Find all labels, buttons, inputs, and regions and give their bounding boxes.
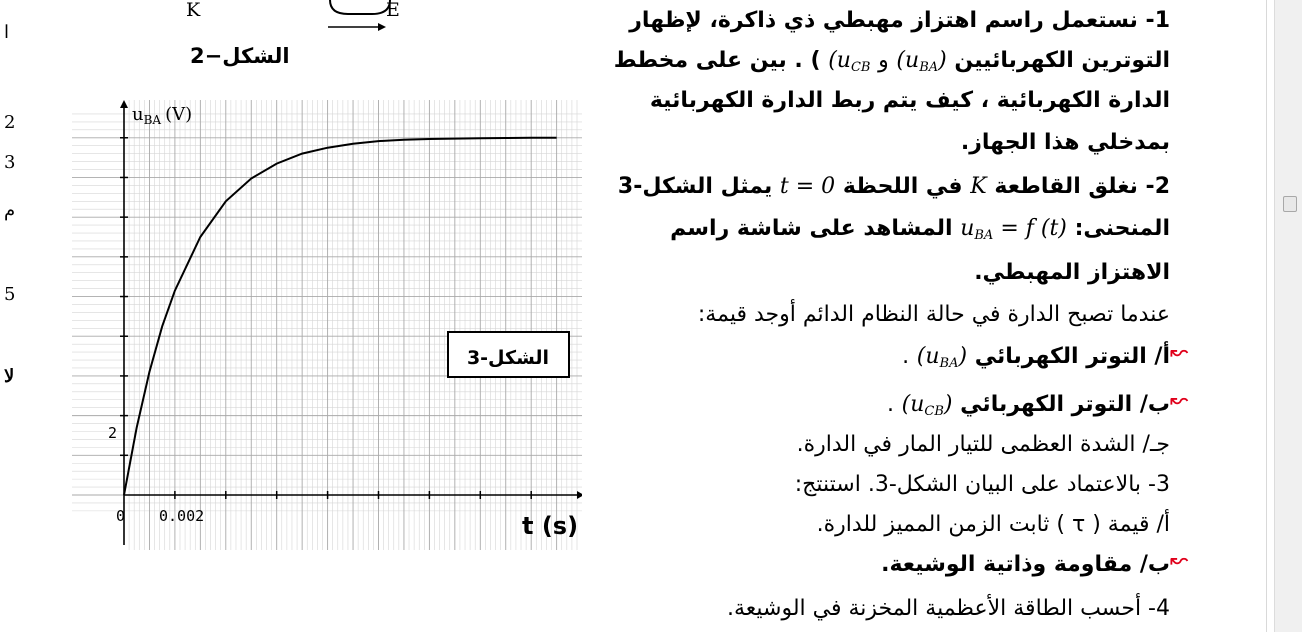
exercise-text [598,0,1170,632]
scrollbar-thumb[interactable] [1283,196,1297,212]
math-u-cb: $(u_{CB})$ [901,392,953,419]
text-fragment: في اللحظة [842,174,963,199]
axes [120,100,582,545]
chart-svg [72,100,582,550]
text-fragment: ) . بين على مخطط [613,48,821,73]
text-fragment: التوترين الكهربائيين [954,48,1170,73]
y-tick-label-2: 2 [108,424,118,442]
math-k: K [970,174,987,199]
text-fragment: ب/ التوتر الكهربائي [960,392,1170,417]
margin-fragment: م [4,200,16,221]
current-arrowhead [378,23,386,31]
ticks [120,138,531,499]
y-axis-label: $u_{BA}$ (V) [132,104,193,127]
text-fragment: . [902,344,910,369]
text-line-9 [902,338,1170,383]
vertical-scrollbar[interactable] [1274,0,1302,632]
text-line-10 [887,386,1170,431]
text-fragment: . [886,392,894,417]
text-line-3: الدارة الكهربائية ، كيف يتم ربط الدارة الكهربائية [649,88,1170,113]
text-fragment: المنحنى: [1074,216,1170,241]
text-fragment: أ/ التوتر الكهربائي [974,344,1170,369]
text-line-15: 4- أحسب الطاقة الأعظمية المخزنة في الوشيعة. [727,596,1170,621]
text-line-1: 1- نستعمل راسم اهتزاز مهبطي ذي ذاكرة، لإظهار [629,8,1170,33]
text-line-11: جـ/ الشدة العظمى للتيار المار في الدارة. [796,432,1170,457]
math-u-ba: $(u_{BA})$ [916,344,968,371]
figure-3-label: الشكل-3 [466,347,550,369]
math-u-cb: ($u_{CB}$ [828,48,871,75]
margin-fragment: لا [4,366,15,387]
text-fragment: يمثل الشكل-3 [617,174,773,199]
switch-label: K [186,0,201,21]
red-arrow-icon: ↜ [1170,548,1189,573]
red-arrow-icon: ↜ [1170,388,1189,413]
text-line-14: ب/ مقاومة وذاتية الوشيعة. [881,552,1170,577]
text-fragment: و [878,48,889,73]
text-line-8: عندما تصبح الدارة في حالة النظام الدائم أوجد قيمة: [697,302,1170,327]
figure-3-graph [72,100,582,550]
y-axis-arrow [120,100,128,108]
x-tick-label-0: 0 [116,507,126,525]
math-u-ba: $(u_{BA})$ [896,48,947,75]
data-line-u-ba [124,138,557,495]
text-line-4: بمدخلي هذا الجهاز. [960,130,1170,155]
grid-major [72,100,582,550]
text-line-7: الاهتزاز المهبطي. [974,260,1170,285]
circuit-loop [330,0,390,14]
text-line-2 [614,42,1170,87]
x-tick-label-0.002: 0.002 [159,507,205,525]
x-axis-label: t (s) [522,512,579,540]
margin-fragment: 2 [4,112,16,133]
page-edge [1266,0,1267,632]
margin-fragment: 3 [4,152,16,173]
figure-2-caption: الشكل−2 [190,44,290,68]
math-equation: $u_{BA} = f$ (t) [960,216,1067,243]
margin-fragment: ا [4,22,10,43]
text-line-6 [670,210,1170,255]
text-line-5 [618,168,1170,206]
text-line-13: أ/ قيمة ( τ ) ثابت الزمن المميز للدارة. [816,512,1170,537]
text-fragment: المشاهد على شاشة راسم [670,216,953,241]
text-fragment: 2- نغلق القاطعة [994,174,1170,199]
margin-fragment: 5 [4,284,16,305]
text-line-12: 3- بالاعتماد على البيان الشكل-3. استنتج: [794,472,1170,497]
circuit-diagram-fragment [180,0,420,40]
red-arrow-icon: ↜ [1170,340,1189,365]
x-axis-arrow [577,491,582,499]
math-t0: t = 0 [779,174,836,199]
generator-label: E [386,0,400,21]
